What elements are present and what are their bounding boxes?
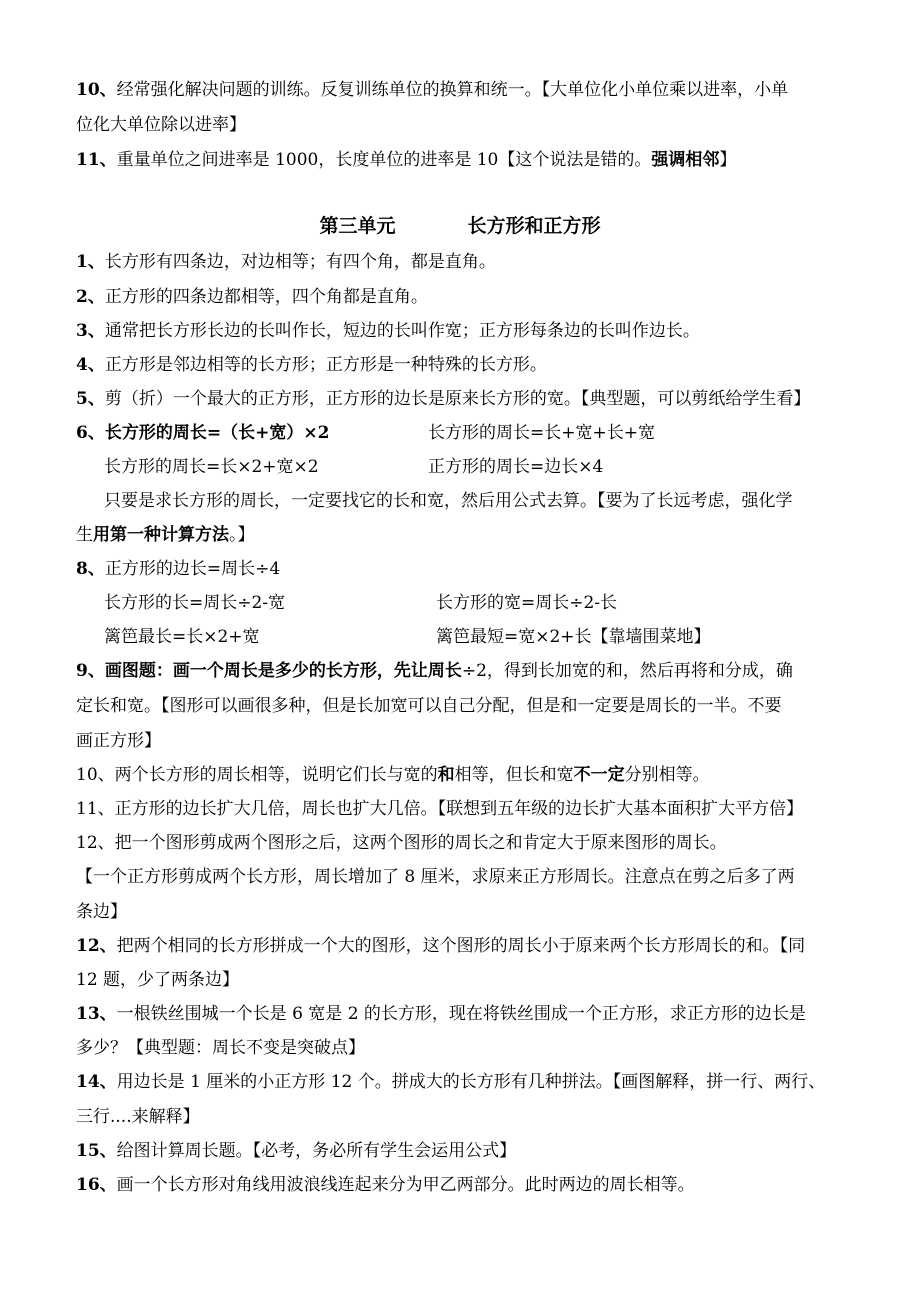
formula: 长方形的周长=长×2+宽×2 (104, 457, 319, 477)
item-text-end: 。】 (229, 525, 255, 545)
unit-heading (0, 212, 920, 240)
item-emphasis: 画图题：画一个周长是多少的长方形，先让周长 (104, 661, 462, 681)
item-number: 11、 (76, 799, 115, 819)
item-number: 11、 (76, 150, 117, 170)
item-number: 5、 (76, 389, 105, 409)
formula: 篱笆最短=宽×2+长【靠墙围菜地】 (436, 627, 711, 647)
item-number: 8、 (76, 559, 105, 579)
item-6-note: 只要是求长方形的周长，一定要找它的长和宽，然后用公式去算。【要为了长远考虑，强化学 (104, 491, 793, 511)
item-6-note-continued (76, 523, 255, 547)
item-number: 10、 (76, 80, 117, 100)
formula: 长方形的宽=周长÷2-长 (436, 593, 618, 613)
item-text: 剪（折）一个最大的正方形，正方形的边长是原来长方形的宽。【典型题，可以剪纸给学生看】 (104, 389, 811, 409)
item-10-line (76, 78, 788, 102)
item-12-second (76, 934, 805, 958)
item-text: 经常强化解决问题的训练。反复训练单位的换算和统一。【大单位化小单位乘以进率，小单 (116, 80, 789, 100)
item-10 (76, 763, 710, 787)
item-9-line-3: 画正方形】 (76, 731, 161, 751)
item-2 (76, 285, 428, 309)
formula: 篱笆最长=长×2+宽 (104, 627, 260, 647)
item-text: 把一个图形剪成两个图形之后，这两个图形的周长之和肯定大于原来图形的周长。 (114, 833, 727, 853)
item-emphasis: 不一定 (573, 765, 625, 785)
item-10-continued (76, 113, 246, 137)
item-number: 2、 (76, 287, 105, 307)
item-1 (76, 250, 496, 274)
item-text: 生 (76, 525, 93, 545)
item-text: 相等，但长和宽 (454, 765, 574, 785)
item-number: 15、 (76, 1141, 117, 1161)
item-text: 通常把长方形长边的长叫作长，短边的长叫作宽；正方形每条边的长叫作边长。 (104, 321, 700, 341)
item-15 (76, 1139, 516, 1163)
item-4 (76, 353, 547, 377)
item-text: 重量单位之间进率是 1000，长度单位的进率是 10【这个说法是错的。 (116, 150, 652, 170)
item-number: 12、 (76, 936, 117, 956)
item-number: 3、 (76, 321, 105, 341)
formula: 长方形的周长=长+宽+长+宽 (428, 423, 655, 443)
item-number: 13、 (76, 1004, 117, 1024)
item-13-line-2: 多少？【典型题：周长不变是突破点】 (76, 1038, 365, 1058)
item-text: 正方形是邻边相等的长方形；正方形是一种特殊的长方形。 (104, 355, 547, 375)
item-number: 10、 (76, 765, 115, 785)
item-5 (76, 387, 810, 411)
item-text: 正方形的四条边都相等，四个角都是直角。 (104, 287, 428, 307)
item-number: 16、 (76, 1175, 117, 1195)
item-3 (76, 319, 700, 343)
item-number: 1、 (76, 252, 105, 272)
item-12-line-3: 条边】 (76, 902, 127, 922)
item-text: 一根铁丝围城一个长是 6 宽是 2 的长方形，现在将铁丝围成一个正方形，求正方形的边长是 (116, 1004, 806, 1024)
item-9-line-2: 定长和宽。【图形可以画很多种，但是长加宽可以自己分配，但是和一定要是周长的一半。不要 (76, 696, 782, 716)
formula: 长方形的周长=（长+宽）×2 (104, 423, 330, 443)
item-text: 长方形有四条边，对边相等；有四个角，都是直角。 (104, 252, 496, 272)
item-9 (76, 659, 793, 683)
item-12 (76, 831, 727, 855)
unit-title: 第三单元 (319, 215, 396, 237)
item-number: 9、 (76, 661, 105, 681)
formula: 正方形的周长=边长×4 (428, 457, 604, 477)
item-text: 正方形的边长扩大几倍，周长也扩大几倍。【联想到五年级的边长扩大基本面积扩大平方倍】 (114, 799, 804, 819)
item-text: ÷2，得到长加宽的和，然后再将和分成，确 (461, 661, 793, 681)
item-emphasis: 强调相邻 (651, 150, 720, 170)
item-14-line-2: 三行....来解释】 (76, 1107, 200, 1127)
item-text: 两个长方形的周长相等，说明它们长与宽的 (114, 765, 438, 785)
item-text: 画一个长方形对角线用波浪线连起来分为甲乙两部分。此时两边的周长相等。 (116, 1175, 695, 1195)
item-number: 4、 (76, 355, 105, 375)
item-13 (76, 1002, 806, 1026)
item-14 (76, 1070, 825, 1094)
item-text: 给图计算周长题。【必考，务必所有学生会运用公式】 (116, 1141, 517, 1161)
item-text: 用边长是 1 厘米的小正方形 12 个。拼成大的长方形有几种拼法。【画图解释，拼一行、两行、 (116, 1072, 826, 1092)
unit-subtitle: 长方形和正方形 (467, 215, 601, 237)
item-12-line-2: 【一个正方形剪成两个长方形，周长增加了 8 厘米，求原来正方形周长。注意点在剪之后多了两 (76, 867, 795, 887)
item-16 (76, 1173, 695, 1197)
item-text-end: 】 (719, 150, 737, 170)
item-12-second-line-2: 12 题，少了两条边】 (76, 970, 240, 990)
item-11 (76, 797, 803, 821)
item-emphasis: 和 (437, 765, 455, 785)
formula: 长方形的长=周长÷2-宽 (104, 593, 286, 613)
item-text: 把两个相同的长方形拼成一个大的图形，这个图形的周长小于原来两个长方形周长的和。【同 (116, 936, 806, 956)
item-emphasis: 用第一种计算方法 (93, 525, 229, 545)
item-number: 6、 (76, 423, 105, 443)
item-text: 位化大单位除以进率】 (76, 115, 246, 135)
item-text: 正方形的边长=周长÷4 (104, 559, 281, 579)
item-text: 分别相等。 (624, 765, 710, 785)
item-11-line (76, 148, 736, 172)
item-number: 12、 (76, 833, 115, 853)
item-6 (76, 421, 329, 445)
item-8 (76, 557, 280, 581)
item-number: 14、 (76, 1072, 117, 1092)
